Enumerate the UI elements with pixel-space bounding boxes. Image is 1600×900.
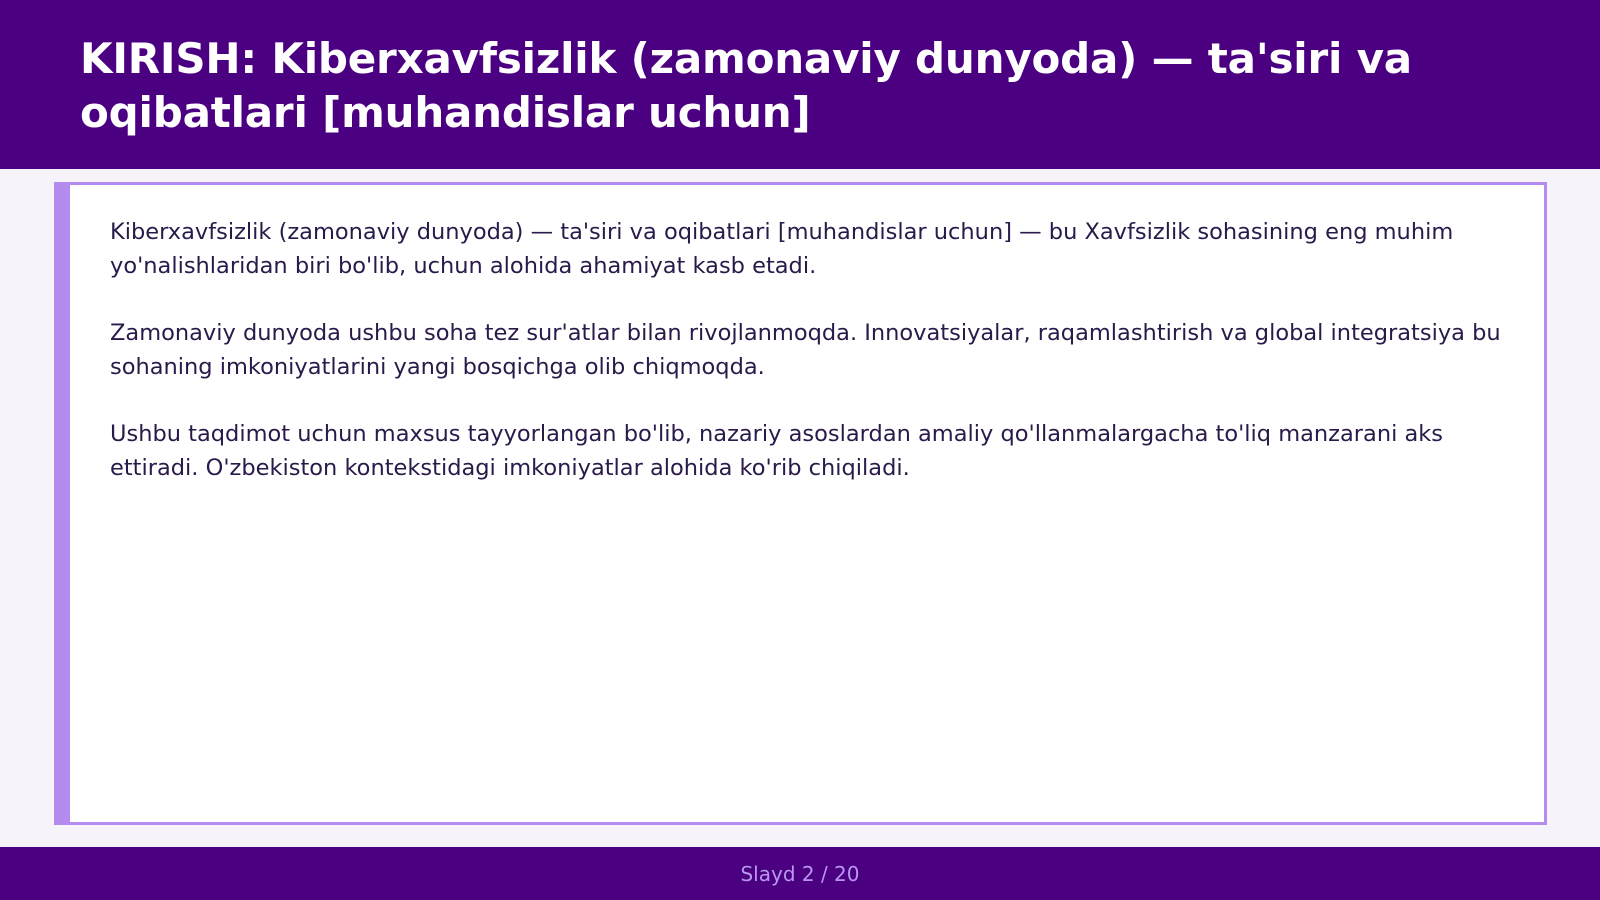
slide-footer bbox=[0, 847, 1600, 900]
paragraph-intro: Kiberxavfsizlik (zamonaviy dunyoda) — ta'siri va oqibatlari [muhandislar uchun] — bu Xavfsizlik sohasining eng muhim yo'nalishlaridan biri bo'lib, uchun alohida ahamiyat kasb etadi. bbox=[110, 219, 1454, 279]
paragraph-modern-world: Zamonaviy dunyoda ushbu soha tez sur'atlar bilan rivojlanmoqda. Innovatsiyalar, raqamlashtirish va global integratsiya bu sohaning imkoniyatlarini yangi bosqichga olib chiqmoqda. bbox=[110, 320, 1501, 380]
paragraph-presentation-scope: Ushbu taqdimot uchun maxsus tayyorlangan bo'lib, nazariy asoslardan amaliy qo'llanmalargacha to'liq manzarani aks ettiradi. O'zbekiston kontekstidagi imkoniyatlar alohida ko'rib chiqiladi. bbox=[110, 421, 1444, 481]
slide-title: KIRISH: Kiberxavfsizlik (zamonaviy dunyoda) — ta'siri va oqibatlari [muhandislar uchun] bbox=[80, 34, 1412, 137]
slide-header bbox=[0, 0, 1600, 169]
slide-counter: Slayd 2 / 20 bbox=[740, 861, 860, 886]
content-card bbox=[54, 182, 1547, 825]
content-body bbox=[70, 185, 1544, 485]
